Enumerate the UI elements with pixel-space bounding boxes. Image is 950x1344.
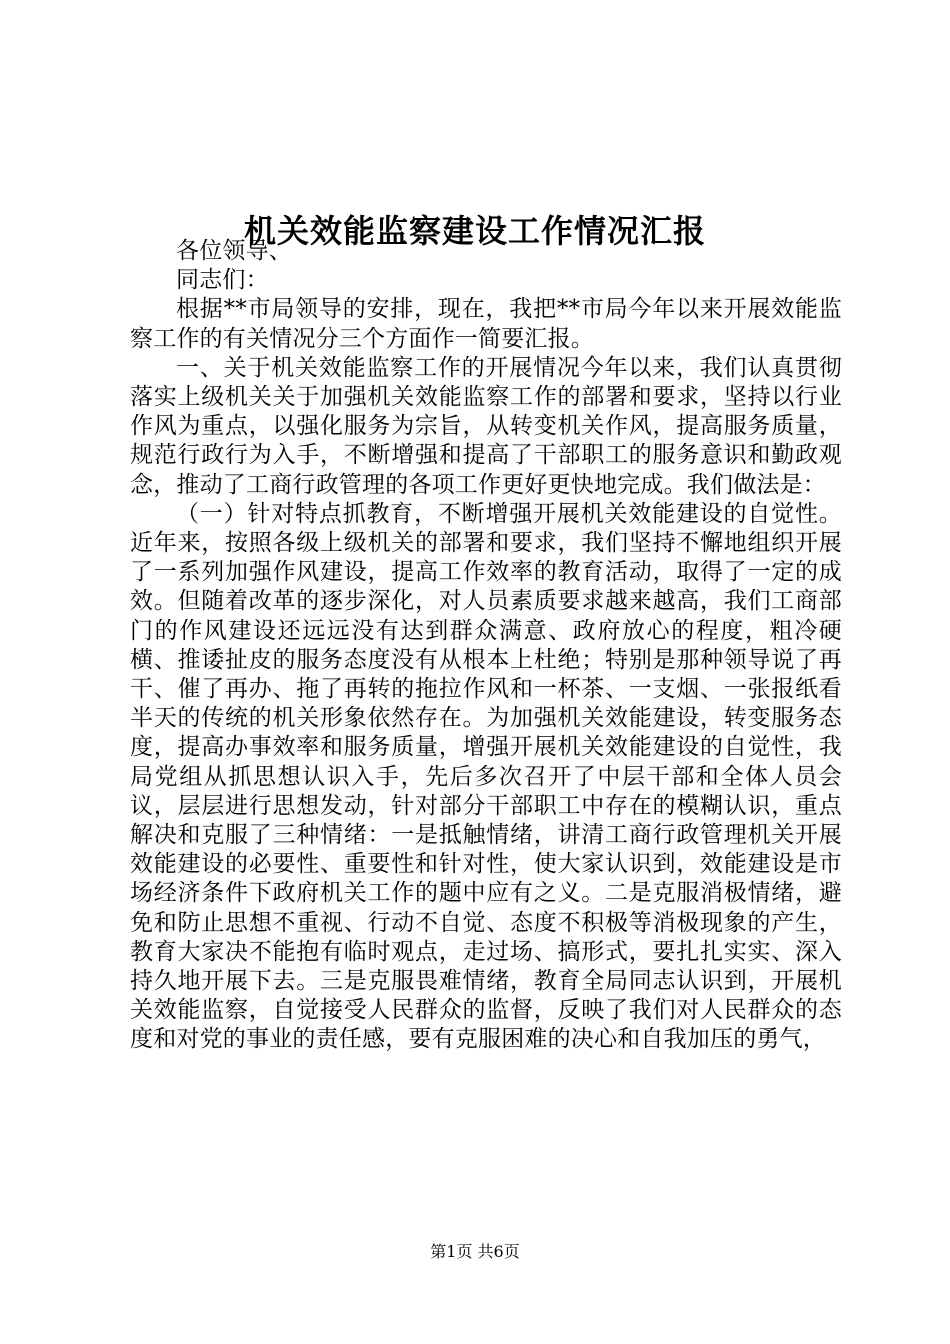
document-body bbox=[130, 237, 842, 1055]
document-title: 机关效能监察建设工作情况汇报 bbox=[243, 212, 706, 251]
intro-paragraph: 根据**市局领导的安排，现在，我把**市局今年以来开展效能监察工作的有关情况分三个方面作一简要汇报。 bbox=[130, 296, 842, 352]
page-footer: 第1页 共6页 bbox=[430, 1242, 520, 1261]
subsection-one-paragraph: （一）针对特点抓教育，不断增强开展机关效能建设的自觉性。近年来，按照各级上级机关的部署和要求，我们坚持不懈地组织开展了一系列加强作风建设，提高工作效率的教育活动，取得了一定的成效。但随着改革的逐步深化，对人员素质要求越来越高，我们工商部门的作风建设还远远没有达到群众满意、政府放心的程度，粗冷硬横、推诿扯皮的服务态度没有从根本上杜绝；特别是那种领导说了再干、催了再办、拖了再转的拖拉作风和一杯茶、一支烟、一张报纸看半天的传统的机关形象依然存在。为加强机关效能建设，转变服务态度，提高办事效率和服务质量，增强开展机关效能建设的自觉性，我局党组从抓思想认识入手，先后多次召开了中层干部和全体人员会议，层层进行思想发动，针对部分干部职工中存在的模糊认识，重点解决和克服了三种情绪：一是抵触情绪，讲清工商行政管理机关开展效能建设的必要性、重要性和针对性，使大家认识到，效能建设是市场经济条件下政府机关工作的题中应有之义。二是克服消极情绪，避免和防止思想不重视、行动不自觉、态度不积极等消极现象的产生，教育大家决不能抱有临时观点，走过场、搞形式，要扎扎实实、深入持久地开展下去。三是克服畏难情绪，教育全局同志认识到，开展机关效能监察，自觉接受人民群众的监督，反映了我们对人民群众的态度和对党的事业的责任感，要有克服困难的决心和自我加压的勇气， bbox=[130, 500, 842, 1053]
section-one-paragraph: 一、关于机关效能监察工作的开展情况今年以来，我们认真贯彻落实上级机关关于加强机关效能监察工作的部署和要求，坚持以行业作风为重点，以强化服务为宗旨，从转变机关作风，提高服务质量，规范行政行为入手，不断增强和提高了干部职工的服务意识和勤政观念，推动了工商行政管理的各项工作更好更快地完成。我们做法是： bbox=[130, 354, 842, 498]
salutation-leaders: 各位领导、 bbox=[176, 238, 292, 264]
salutation-comrades: 同志们： bbox=[176, 267, 269, 294]
